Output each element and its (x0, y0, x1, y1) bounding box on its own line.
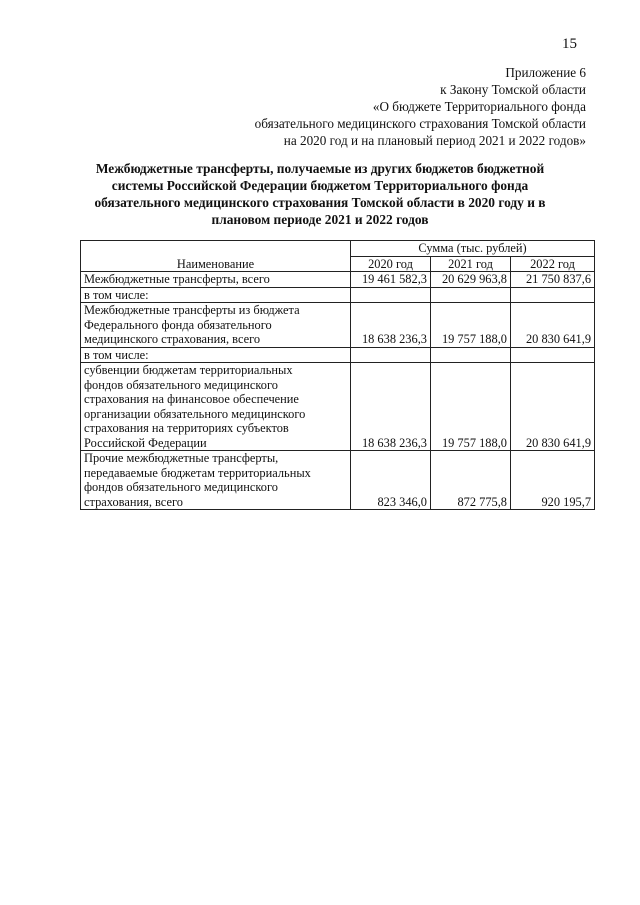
sum-column-header: Сумма (тыс. рублей) (351, 241, 595, 257)
row-label: в том числе: (81, 287, 351, 303)
row-label: Межбюджетные трансферты из бюджета Федерального фонда обязательного медицинского страхования, всего (81, 303, 351, 348)
title-line: системы Российской Федерации бюджетом Территориального фонда (111, 178, 529, 193)
title-line: Межбюджетные трансферты, получаемые из других бюджетов бюджетной (95, 161, 545, 176)
transfers-table (80, 240, 595, 510)
year-header-2022: 2022 год (511, 256, 595, 272)
page-number: 15 (562, 36, 577, 52)
value-2020: 18 638 236,3 (351, 363, 431, 451)
title-line: плановом периоде 2021 и 2022 годов (211, 212, 429, 227)
year-header-2021: 2021 год (431, 256, 511, 272)
empty-cell (351, 287, 431, 303)
value-2020: 19 461 582,3 (351, 272, 431, 288)
value-2022: 920 195,7 (511, 451, 595, 510)
table-row (81, 303, 595, 348)
empty-cell (431, 347, 511, 363)
value-2021: 19 757 188,0 (431, 363, 511, 451)
row-label: Межбюджетные трансферты, всего (81, 272, 351, 288)
value-2021: 20 629 963,8 (431, 272, 511, 288)
value-2022: 20 830 641,9 (511, 363, 595, 451)
appendix-line: на 2020 год и на плановый период 2021 и 2022 годов» (283, 133, 586, 148)
title-line: обязательного медицинского страхования Томской области в 2020 году и в (94, 195, 546, 210)
appendix-line: «О бюджете Территориального фонда (372, 99, 586, 114)
value-2022: 20 830 641,9 (511, 303, 595, 348)
year-header-2020: 2020 год (351, 256, 431, 272)
table-row (81, 363, 595, 451)
value-2020: 18 638 236,3 (351, 303, 431, 348)
row-label: в том числе: (81, 347, 351, 363)
value-2021: 872 775,8 (431, 451, 511, 510)
empty-cell (431, 287, 511, 303)
table-row (81, 347, 595, 363)
name-column-header: Наименование (81, 241, 351, 272)
empty-cell (351, 347, 431, 363)
row-label: субвенции бюджетам территориальных фондов обязательного медицинского страхования на финансовое обеспечение организации обязательного медицинского страхования на территориях субъектов Российской Федерации (81, 363, 351, 451)
value-2020: 823 346,0 (351, 451, 431, 510)
value-2022: 21 750 837,6 (511, 272, 595, 288)
table-row (81, 272, 595, 288)
appendix-line: обязательного медицинского страхования Томской области (254, 116, 586, 131)
appendix-line: Приложение 6 (505, 65, 586, 80)
row-label: Прочие межбюджетные трансферты, передаваемые бюджетам территориальных фондов обязательного медицинского страхования, всего (81, 451, 351, 510)
table-row (81, 451, 595, 510)
value-2021: 19 757 188,0 (431, 303, 511, 348)
document-title (70, 160, 570, 228)
appendix-reference (255, 64, 586, 149)
table-row (81, 287, 595, 303)
appendix-line: к Закону Томской области (440, 82, 586, 97)
empty-cell (511, 347, 595, 363)
empty-cell (511, 287, 595, 303)
